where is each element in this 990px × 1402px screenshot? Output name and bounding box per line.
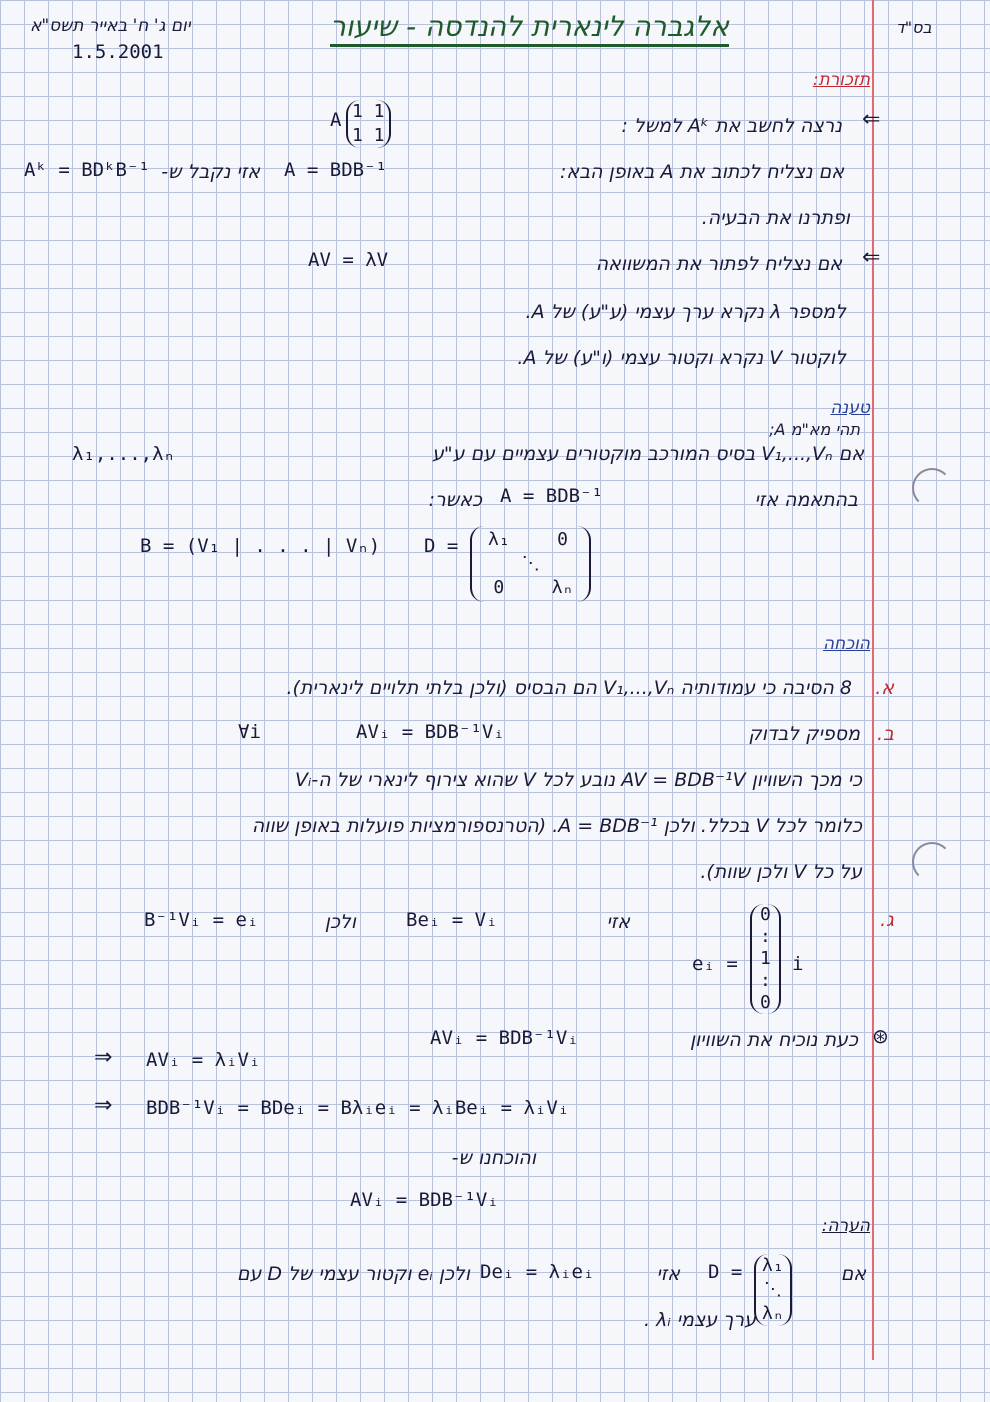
note-if: אם <box>840 1263 866 1285</box>
matrix-row: 1 1 <box>352 101 385 122</box>
section-heading-proof: הוכחה <box>823 634 870 654</box>
d-matrix-label: D = <box>424 535 459 557</box>
implies-arrow-icon: ⇒ <box>94 1093 113 1118</box>
formula-bei: Beᵢ = Vᵢ <box>406 909 498 931</box>
item-label-g: ג. <box>880 909 894 931</box>
formula-final: AVᵢ = BDB⁻¹Vᵢ <box>350 1189 499 1211</box>
matrix-cell: λ₁ <box>488 529 510 550</box>
implies-arrow-icon: ⇐ <box>862 245 881 270</box>
formula-avi: AVᵢ = BDB⁻¹Vᵢ <box>430 1027 579 1049</box>
implies-arrow-icon: ⇐ <box>862 107 881 132</box>
page-title: אלגברה לינארית להנדסה - שיעור <box>330 10 729 47</box>
proof-g-and: ולכן <box>324 911 356 933</box>
theorem-sub: תהי מא"מ A; <box>769 420 860 439</box>
formula-b-matrix: B = (V₁ | . . . | Vₙ) <box>140 535 381 557</box>
matrix-a-label: A <box>330 109 342 131</box>
matrix-cell: ⋱ <box>521 553 540 574</box>
formula-avi: AVᵢ = BDB⁻¹Vᵢ <box>356 721 505 743</box>
proof-shown: והוכחנו ש- <box>451 1147 536 1169</box>
reminder-line3: ופתרנו את הבעיה. <box>701 207 850 229</box>
eigenvalues-list: λ₁,...,λₙ <box>72 443 175 465</box>
binder-hole <box>912 468 952 508</box>
note-line2: ערך עצמי λᵢ . <box>644 1309 756 1331</box>
ei-label: eᵢ = <box>692 953 738 975</box>
formula-eigen: AV = λV <box>308 249 389 271</box>
formula-binv: B⁻¹Vᵢ = eᵢ <box>144 909 259 931</box>
theorem-line2: בהתאמה אזי <box>754 489 858 511</box>
note-line1: ולכן eᵢ וקטור עצמי של D עם <box>236 1263 470 1285</box>
theorem-where: כאשר: <box>428 489 482 511</box>
hebrew-date: יום ג' ח' באייר תשס"א <box>30 16 191 36</box>
ei-vector <box>750 904 781 1014</box>
reminder-line2: אם נצליח לכתוב את A באופן הבא: <box>560 161 844 183</box>
section-heading-theorem: טענה <box>830 398 870 418</box>
matrix-cell: λ₁ <box>762 1255 784 1276</box>
proof-g-then: אזי <box>606 911 630 933</box>
formula-bdb: A = BDB⁻¹ <box>284 159 387 181</box>
reminder-line5: למספר λ נקרא ערך עצמי (ע"ע) של A. <box>525 301 846 323</box>
matrix-row: 1 1 <box>352 125 385 146</box>
note-then: אזי <box>656 1263 680 1285</box>
for-all-i: ∀i <box>238 721 261 743</box>
item-label-b: ב. <box>876 723 894 745</box>
vector-cell: 1 <box>760 948 771 969</box>
binder-hole <box>912 842 952 882</box>
matrix-cell: λₙ <box>551 577 574 598</box>
d-matrix <box>470 526 591 602</box>
ei-index: i <box>792 953 804 975</box>
vector-cell: : <box>760 926 771 947</box>
formula-bdb: A = BDB⁻¹ <box>500 485 603 507</box>
proof-c3: על כל V ולכן שוות). <box>700 861 862 883</box>
proof-c2: כלומר לכל V בכלל. ולכן A = BDB⁻¹. (הטרנספורמציות פועלות באופן שווה <box>251 815 862 837</box>
proof-star: כעת נוכיח את השוויון <box>689 1029 858 1051</box>
date: 1.5.2001 <box>72 41 164 63</box>
proof-b: מספיק לבדוק <box>748 723 860 745</box>
reminder-line4: אם נצליח לפתור את המשוואה <box>595 253 842 275</box>
proof-a: 8 הסיבה כי עמודותיה V₁,...,Vₙ הם הבסיס (ולכן בלתי תלויים לינארית). <box>286 677 852 699</box>
vector-cell: 0 <box>760 904 771 925</box>
star-bullet-icon: ⊛ <box>872 1024 889 1048</box>
reminder-line6: לוקטור V נקרא וקטור עצמי (ו"ע) של A. <box>517 347 846 369</box>
formula-impl1: AVᵢ = λᵢVᵢ <box>146 1049 261 1071</box>
formula-impl2: BDB⁻¹Vᵢ = BDeᵢ = Bλᵢeᵢ = λᵢBeᵢ = λᵢVᵢ <box>146 1097 570 1119</box>
reminder-then: אזי נקבל ש- <box>161 161 260 183</box>
matrix-cell: 0 <box>493 577 505 598</box>
section-heading-reminder: תזכורת: <box>812 70 870 90</box>
proof-c1: כי מכך השוויון AV = BDB⁻¹V נובע לכל V שהוא צירוף לינארי של ה-Vᵢ <box>294 769 862 791</box>
implies-arrow-icon: ⇒ <box>94 1045 113 1070</box>
d-matrix-label: D = <box>708 1261 743 1283</box>
matrix-cell: λₙ <box>762 1303 784 1324</box>
section-heading-note: הערה: <box>821 1216 870 1236</box>
item-label-a: א. <box>875 677 894 699</box>
corner-mark: בס"ד <box>896 18 932 37</box>
reminder-line1: נרצה לחשב את Aᵏ למשל : <box>621 115 842 137</box>
vector-cell: : <box>760 970 771 991</box>
matrix-cell: ⋱ <box>763 1279 782 1300</box>
matrix-cell: 0 <box>557 529 568 550</box>
theorem-line1: אם V₁,...,Vₙ בסיס המורכב מוקטורים עצמיים עם ע"ע <box>432 443 864 465</box>
d-matrix <box>754 1254 792 1326</box>
formula-dei: Deᵢ = λᵢeᵢ <box>480 1261 595 1283</box>
matrix-ones <box>346 100 391 148</box>
formula-power: Aᵏ = BDᵏB⁻¹ <box>24 159 150 181</box>
vector-cell: 0 <box>760 992 771 1013</box>
